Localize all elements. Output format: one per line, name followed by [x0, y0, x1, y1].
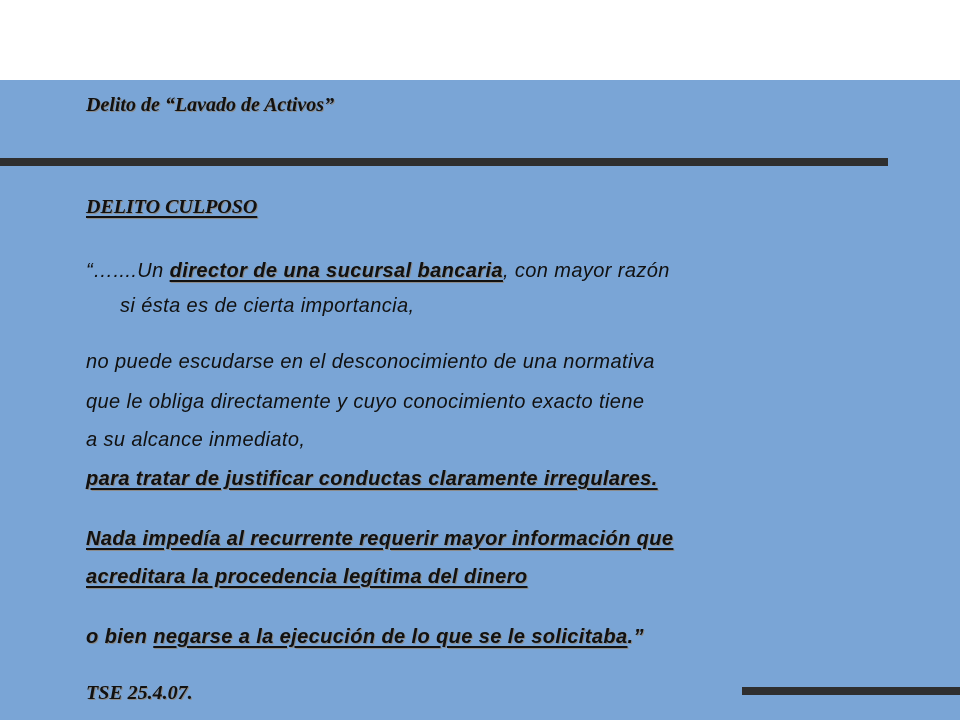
quote-line-4: que le obliga directamente y cuyo conocimiento exacto tiene: [86, 391, 645, 413]
quote-line-2: si ésta es de cierta importancia,: [120, 295, 415, 317]
quote-line-9: [86, 625, 644, 649]
quote-line-9-prefix: o bien: [86, 626, 154, 648]
quote-line-7: Nada impedía al recurrente requerir mayor información que: [86, 528, 674, 550]
quote-closing: .”: [627, 626, 644, 648]
quote-line-1-suffix: , con mayor razón: [502, 260, 670, 282]
quote-line-8: acreditara la procedencia legítima del dinero: [86, 566, 528, 588]
quote-line-6: para tratar de justificar conductas claramente irregulares.: [86, 468, 658, 490]
quote-line-5: a su alcance inmediato,: [86, 429, 306, 451]
section-heading: DELITO CULPOSO: [86, 196, 258, 218]
footer-divider: [742, 687, 960, 695]
source-citation: TSE 25.4.07.: [86, 682, 193, 704]
quote-opening: “…....Un: [86, 260, 170, 282]
quote-line-1: [86, 259, 670, 283]
title-divider: [0, 158, 888, 166]
quote-emphasis-director: director de una sucursal bancaria: [169, 260, 503, 282]
quote-emphasis-refuse: negarse a la ejecución de lo que se le solicitaba: [153, 626, 628, 648]
slide-title: Delito de “Lavado de Activos”: [86, 94, 335, 116]
quote-line-3: no puede escudarse en el desconocimiento de una normativa: [86, 351, 655, 373]
